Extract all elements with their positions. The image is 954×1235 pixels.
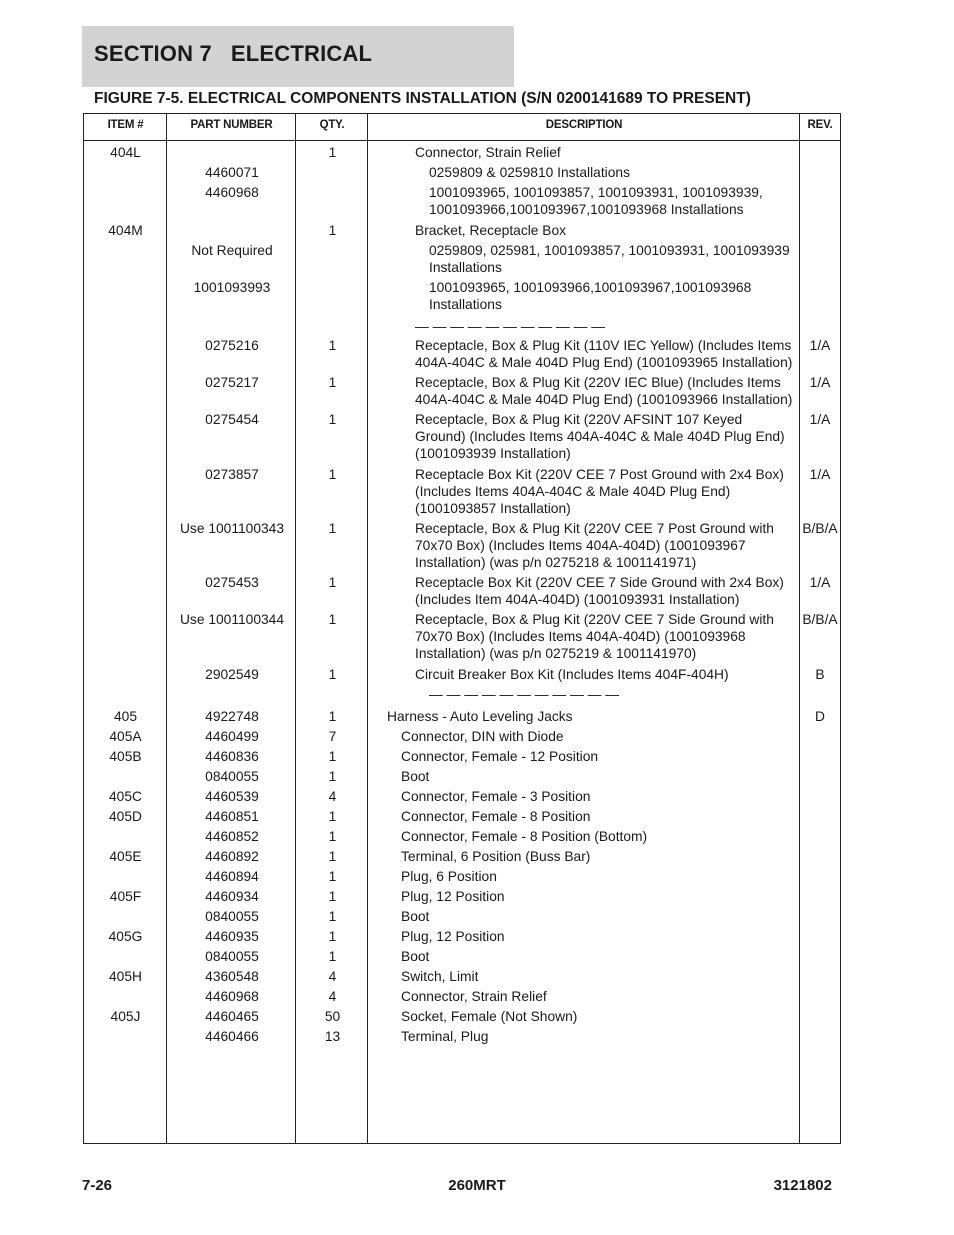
- part-number-cell: 2902549: [205, 667, 259, 682]
- part-number-cell: 4460851: [205, 809, 259, 824]
- description-cell: Bracket, Receptacle Box: [415, 223, 567, 238]
- revision-cell: B/B/A: [802, 521, 838, 536]
- part-number-cell: 0840055: [205, 769, 259, 784]
- part-number-cell: 0275453: [205, 575, 259, 590]
- revision-cell: [800, 728, 840, 745]
- description-cell: Boot: [401, 769, 430, 784]
- item-number-cell: [84, 868, 167, 885]
- part-number-cell: 4460465: [205, 1009, 259, 1024]
- table-row: [84, 828, 840, 845]
- quantity-cell: [297, 242, 368, 276]
- quantity-cell: 1: [328, 749, 337, 764]
- item-number-cell: 405E: [109, 849, 142, 864]
- table-row: [84, 868, 840, 885]
- description-cell: Terminal, Plug: [401, 1029, 489, 1044]
- table-row: [84, 411, 840, 462]
- item-number-cell: [84, 411, 167, 462]
- revision-cell: [800, 1008, 840, 1025]
- description-cell: Circuit Breaker Box Kit (Includes Items 404F-404H): [415, 667, 729, 682]
- part-number-cell: 0275454: [205, 412, 259, 427]
- description-cell: Receptacle, Box & Plug Kit (110V IEC Yellow) (Includes Items 404A-404C & Male 404D Plug End) (1001093965 Installation): [415, 338, 793, 370]
- item-number-cell: 405C: [109, 789, 142, 804]
- revision-cell: [800, 144, 840, 161]
- description-cell: Connector, DIN with Diode: [401, 729, 564, 744]
- item-number-cell: 405F: [109, 889, 142, 904]
- revision-cell: [800, 908, 840, 925]
- part-number-cell: 4460968: [205, 989, 259, 1004]
- description-cell: Receptacle, Box & Plug Kit (220V CEE 7 Post Ground with 70x70 Box) (Includes Items 404A-404D) (1001093967 Installation) (was p/n 0275218 & 1001141971): [415, 521, 774, 570]
- table-row: [84, 748, 840, 765]
- table-row: [84, 222, 840, 239]
- table-row: [84, 728, 840, 745]
- table-row: [84, 520, 840, 571]
- quantity-cell: 1: [328, 612, 337, 627]
- item-number-cell: [84, 611, 167, 662]
- quantity-cell: 1: [328, 412, 337, 427]
- quantity-cell: 1: [328, 338, 337, 353]
- document-number: 3121802: [773, 1177, 832, 1194]
- page-number: 7-26: [82, 1177, 113, 1194]
- part-number-cell: 4460539: [205, 789, 259, 804]
- description-cell: Plug, 12 Position: [401, 889, 505, 904]
- figure-title: FIGURE 7-5. ELECTRICAL COMPONENTS INSTALLATION (S/N 0200141689 TO PRESENT): [94, 90, 751, 107]
- description-cell: Receptacle Box Kit (220V CEE 7 Side Ground with 2x4 Box) (Includes Item 404A-404D) (1001093931 Installation): [415, 575, 784, 607]
- table-row: [84, 184, 840, 218]
- item-number-cell: 404L: [110, 145, 141, 160]
- revision-cell: [800, 222, 840, 239]
- description-cell: Connector, Female - 3 Position: [401, 789, 591, 804]
- quantity-cell: 50: [324, 1009, 341, 1024]
- item-number-cell: 405D: [109, 809, 142, 824]
- description-cell: Receptacle Box Kit (220V CEE 7 Post Ground with 2x4 Box) (Includes Items 404A-404C & Male 404D Plug End) (1001093857 Installation): [415, 467, 784, 516]
- table-row: [84, 768, 840, 785]
- part-number-cell: 4922748: [205, 709, 259, 724]
- quantity-cell: 1: [328, 375, 337, 390]
- header-part-number: PART NUMBER: [190, 119, 273, 131]
- table-row: [84, 848, 840, 865]
- item-number-cell: [84, 988, 167, 1005]
- part-number-cell: 4460892: [205, 849, 259, 864]
- item-number-cell: [84, 908, 167, 925]
- quantity-cell: 1: [328, 929, 337, 944]
- revision-cell: [800, 968, 840, 985]
- item-number-cell: [84, 666, 167, 683]
- description-cell: Connector, Female - 12 Position: [401, 749, 599, 764]
- item-number-cell: [84, 337, 167, 371]
- revision-cell: [800, 828, 840, 845]
- table-row: [84, 1008, 840, 1025]
- part-number-cell: 4460968: [205, 185, 259, 200]
- header-rev: REV.: [807, 119, 833, 131]
- description-cell: — — — — — — — — — — —: [429, 687, 620, 702]
- revision-cell: 1/A: [809, 467, 831, 482]
- item-number-cell: [84, 686, 167, 703]
- revision-cell: 1/A: [809, 412, 831, 427]
- revision-cell: [800, 848, 840, 865]
- item-number-cell: 405G: [108, 929, 143, 944]
- revision-cell: [800, 1028, 840, 1045]
- description-cell: Connector, Strain Relief: [415, 145, 561, 160]
- part-number-cell: [167, 222, 297, 239]
- part-number-cell: [167, 144, 297, 161]
- section-title: SECTION 7 ELECTRICAL: [94, 41, 373, 66]
- item-number-cell: 405A: [109, 729, 142, 744]
- part-number-cell: 4360548: [205, 969, 259, 984]
- table-body: [84, 141, 840, 1045]
- table-row: [84, 666, 840, 683]
- revision-cell: [800, 948, 840, 965]
- item-number-cell: 405B: [109, 749, 142, 764]
- revision-cell: 1/A: [809, 375, 831, 390]
- table-row: [84, 988, 840, 1005]
- table-row: [84, 337, 840, 371]
- quantity-cell: 4: [328, 989, 337, 1004]
- revision-cell: D: [815, 709, 825, 724]
- item-number-cell: [84, 768, 167, 785]
- revision-cell: [800, 748, 840, 765]
- item-number-cell: 405H: [109, 969, 142, 984]
- table-row: [84, 611, 840, 662]
- revision-cell: [800, 888, 840, 905]
- part-number-cell: 4460935: [205, 929, 259, 944]
- part-number-cell: 0273857: [205, 467, 259, 482]
- parts-table: [83, 113, 841, 1144]
- table-row: [84, 686, 840, 703]
- quantity-cell: 1: [328, 809, 337, 824]
- quantity-cell: 1: [328, 909, 337, 924]
- quantity-cell: 7: [328, 729, 337, 744]
- description-cell: Receptacle, Box & Plug Kit (220V IEC Blue) (Includes Items 404A-404C & Male 404D Plug End) (1001093966 Installation): [415, 375, 793, 407]
- description-cell: Connector, Female - 8 Position (Bottom): [401, 829, 648, 844]
- table-row: [84, 968, 840, 985]
- table-row: [84, 318, 840, 335]
- quantity-cell: 1: [328, 849, 337, 864]
- description-cell: Plug, 6 Position: [401, 869, 497, 884]
- quantity-cell: [297, 184, 368, 218]
- quantity-cell: 1: [328, 829, 337, 844]
- table-row: [84, 948, 840, 965]
- quantity-cell: [297, 164, 368, 181]
- part-number-cell: 4460071: [205, 165, 259, 180]
- revision-cell: [800, 928, 840, 945]
- quantity-cell: 4: [328, 789, 337, 804]
- item-number-cell: [84, 242, 167, 276]
- item-number-cell: [84, 1028, 167, 1045]
- table-row: [84, 242, 840, 276]
- revision-cell: [800, 808, 840, 825]
- revision-cell: B: [815, 667, 825, 682]
- item-number-cell: 405J: [110, 1009, 141, 1024]
- table-row: [84, 1028, 840, 1045]
- revision-cell: [800, 988, 840, 1005]
- quantity-cell: [297, 279, 368, 313]
- description-cell: Terminal, 6 Position (Buss Bar): [401, 849, 591, 864]
- description-cell: Receptacle, Box & Plug Kit (220V AFSINT 107 Keyed Ground) (Includes Items 404A-404C & Male 404D Plug End) (1001093939 Installation): [415, 412, 785, 461]
- description-cell: 1001093965, 1001093857, 1001093931, 1001093939, 1001093966,1001093967,1001093968 Installations: [429, 185, 763, 217]
- item-number-cell: [84, 520, 167, 571]
- quantity-cell: 1: [328, 949, 337, 964]
- part-number-cell: Use 1001100343: [179, 521, 285, 536]
- revision-cell: [800, 184, 840, 218]
- table-row: [84, 928, 840, 945]
- item-number-cell: [84, 948, 167, 965]
- description-cell: Receptacle, Box & Plug Kit (220V CEE 7 Side Ground with 70x70 Box) (Includes Items 404A-404D) (1001093968 Installation) (was p/n 0275219 & 1001141970): [415, 612, 774, 661]
- revision-cell: [800, 868, 840, 885]
- part-number-cell: 4460852: [205, 829, 259, 844]
- description-cell: — — — — — — — — — — —: [415, 319, 606, 334]
- quantity-cell: 1: [328, 709, 337, 724]
- quantity-cell: 1: [328, 667, 337, 682]
- table-row: [84, 808, 840, 825]
- part-number-cell: [167, 318, 297, 335]
- quantity-cell: [297, 686, 368, 703]
- revision-cell: [800, 686, 840, 703]
- quantity-cell: [297, 318, 368, 335]
- table-row: [84, 908, 840, 925]
- revision-cell: 1/A: [809, 575, 831, 590]
- quantity-cell: 1: [328, 889, 337, 904]
- revision-cell: [800, 318, 840, 335]
- description-cell: Boot: [401, 949, 430, 964]
- description-cell: 1001093965, 1001093966,1001093967,1001093968 Installations: [429, 280, 752, 312]
- header-item: ITEM #: [107, 119, 144, 131]
- item-number-cell: [84, 164, 167, 181]
- part-number-cell: 4460934: [205, 889, 259, 904]
- part-number-cell: 4460466: [205, 1029, 259, 1044]
- table-row: [84, 164, 840, 181]
- item-number-cell: [84, 574, 167, 608]
- description-cell: Connector, Female - 8 Position: [401, 809, 591, 824]
- description-cell: Plug, 12 Position: [401, 929, 505, 944]
- part-number-cell: 0275216: [205, 338, 259, 353]
- part-number-cell: 4460499: [205, 729, 259, 744]
- part-number-cell: 4460894: [205, 869, 259, 884]
- part-number-cell: 0275217: [205, 375, 259, 390]
- item-number-cell: 404M: [108, 223, 143, 238]
- table-row: [84, 574, 840, 608]
- item-number-cell: [84, 279, 167, 313]
- item-number-cell: [84, 466, 167, 517]
- part-number-cell: Use 1001100344: [179, 612, 285, 627]
- table-row: [84, 888, 840, 905]
- table-row: [84, 466, 840, 517]
- revision-cell: [800, 242, 840, 276]
- description-cell: Boot: [401, 909, 430, 924]
- table-row: [84, 279, 840, 313]
- quantity-cell: 13: [324, 1029, 341, 1044]
- part-number-cell: 0840055: [205, 909, 259, 924]
- table-row: [84, 788, 840, 805]
- description-cell: Socket, Female (Not Shown): [401, 1009, 578, 1024]
- description-cell: 0259809 & 0259810 Installations: [429, 165, 630, 180]
- quantity-cell: 4: [328, 969, 337, 984]
- part-number-cell: 1001093993: [193, 280, 271, 295]
- table-row: [84, 144, 840, 161]
- quantity-cell: 1: [328, 769, 337, 784]
- table-row: [84, 374, 840, 408]
- header-qty: QTY.: [319, 119, 345, 131]
- header-description: DESCRIPTION: [545, 119, 623, 131]
- quantity-cell: 1: [328, 467, 337, 482]
- part-number-cell: 0840055: [205, 949, 259, 964]
- description-cell: Switch, Limit: [401, 969, 479, 984]
- quantity-cell: 1: [328, 869, 337, 884]
- description-cell: Connector, Strain Relief: [401, 989, 547, 1004]
- part-number-cell: Not Required: [191, 243, 273, 258]
- quantity-cell: 1: [328, 223, 337, 238]
- item-number-cell: [84, 374, 167, 408]
- revision-cell: 1/A: [809, 338, 831, 353]
- quantity-cell: 1: [328, 575, 337, 590]
- quantity-cell: 1: [328, 145, 337, 160]
- revision-cell: [800, 768, 840, 785]
- revision-cell: [800, 788, 840, 805]
- description-cell: Harness - Auto Leveling Jacks: [387, 709, 573, 724]
- item-number-cell: [84, 318, 167, 335]
- table-row: [84, 708, 840, 725]
- revision-cell: [800, 164, 840, 181]
- item-number-cell: [84, 828, 167, 845]
- part-number-cell: 4460836: [205, 749, 259, 764]
- revision-cell: [800, 279, 840, 313]
- item-number-cell: 405: [113, 709, 138, 724]
- revision-cell: B/B/A: [802, 612, 838, 627]
- part-number-cell: [167, 686, 297, 703]
- quantity-cell: 1: [328, 521, 337, 536]
- model-name: 260MRT: [448, 1177, 506, 1194]
- description-cell: 0259809, 025981, 1001093857, 1001093931, 1001093939 Installations: [429, 243, 790, 275]
- item-number-cell: [84, 184, 167, 218]
